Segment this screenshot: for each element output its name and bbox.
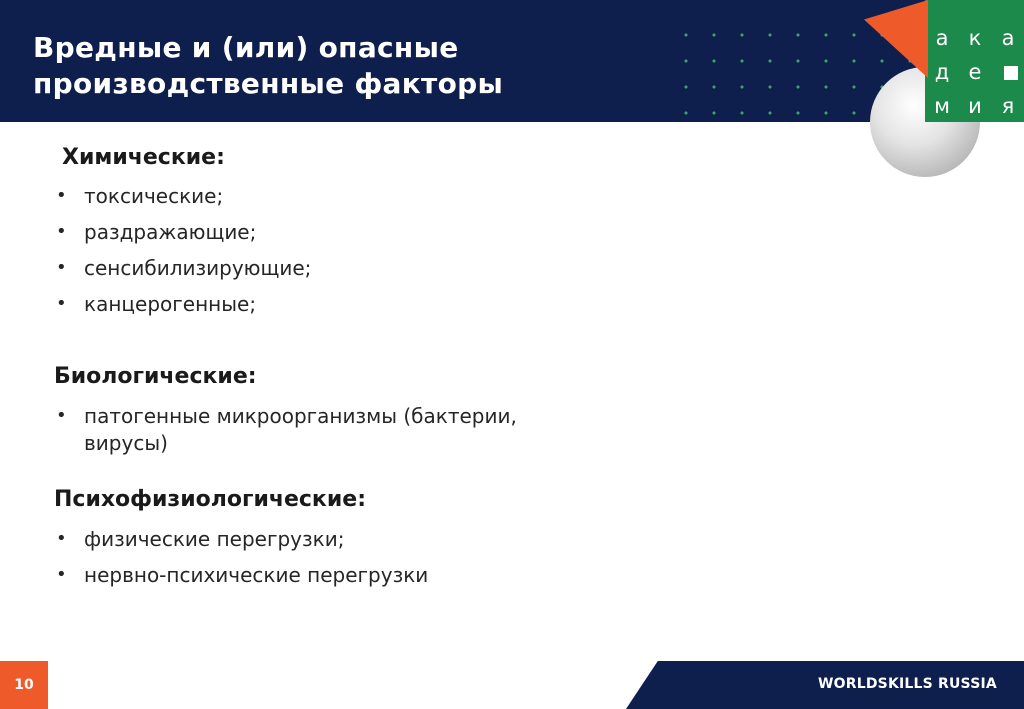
bullet-icon: • xyxy=(56,221,67,242)
slide-title xyxy=(33,30,673,102)
list-item: • нервно-психические перегрузки xyxy=(56,563,429,587)
list-item: • сенсибилизирующие; xyxy=(56,256,312,280)
section-title-biological: Биологические: xyxy=(54,364,257,389)
bullet-icon: • xyxy=(56,293,67,314)
logo-letter: и xyxy=(968,94,982,118)
logo-letter: я xyxy=(1001,94,1015,118)
bullet-icon: • xyxy=(56,257,67,278)
logo-letter: а xyxy=(935,26,949,50)
bullet-icon: • xyxy=(56,528,67,549)
logo-letter: а xyxy=(1001,26,1015,50)
footer-brand: WORLDSKILLS RUSSIA xyxy=(818,676,997,692)
logo-square-icon xyxy=(1004,66,1018,80)
section-title-psychophysiological: Психофизиологические: xyxy=(54,487,366,512)
logo-background-top xyxy=(925,0,1024,22)
logo-letter: д xyxy=(934,60,950,84)
page-number: 10 xyxy=(0,661,48,709)
title-line-2: производственные факторы xyxy=(33,67,504,100)
bullet-icon: • xyxy=(56,564,67,585)
logo-letter: е xyxy=(968,60,982,84)
list-item: • раздражающие; xyxy=(56,220,257,244)
list-item: • токсические; xyxy=(56,184,224,208)
logo-letter: к xyxy=(968,26,982,50)
section-title-chemical: Химические: xyxy=(62,145,225,170)
bullet-icon: • xyxy=(56,185,67,206)
logo-letter: м xyxy=(934,94,950,118)
list-item: • патогенные микроорганизмы (бактерии, xyxy=(56,404,517,428)
bullet-icon: • xyxy=(56,405,67,426)
list-item-continuation: вирусы) xyxy=(84,431,168,455)
title-line-1: Вредные и (или) опасные xyxy=(33,31,459,64)
list-item: • канцерогенные; xyxy=(56,292,257,316)
list-item: • физические перегрузки; xyxy=(56,527,345,551)
